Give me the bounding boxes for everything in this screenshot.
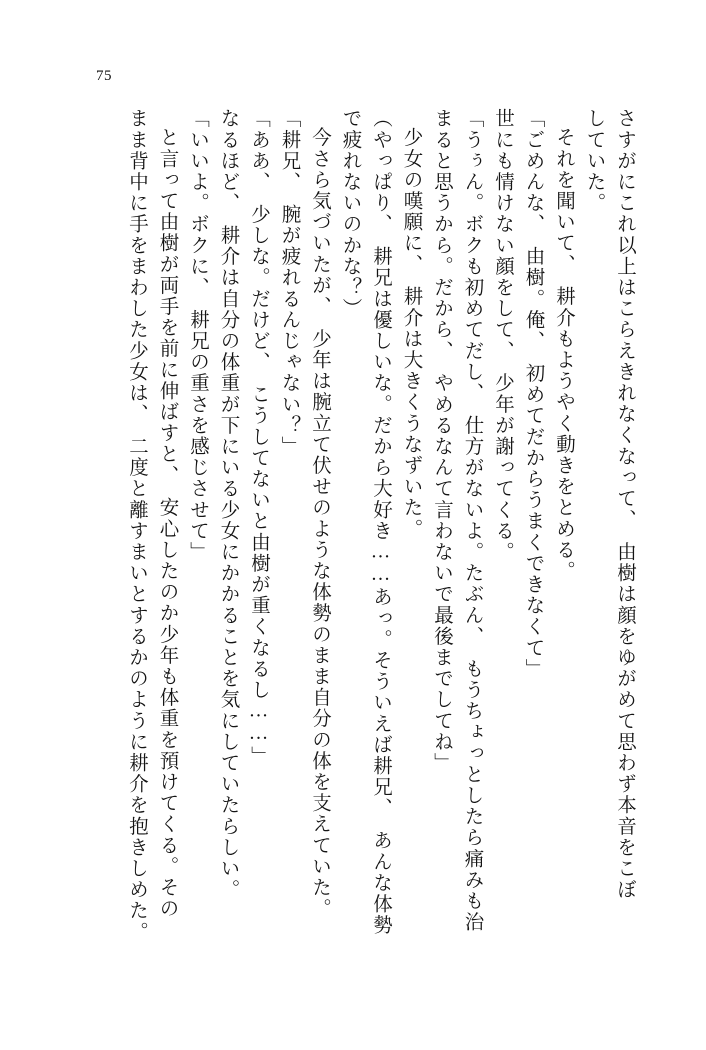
text-line: 少女の嘆願に、 耕介は大きくうなずいた。 (400, 127, 422, 540)
text-line: 今さら気づいたが、 少年は腕立て伏せのような体勢のまま自分の体を支えていた。 (309, 127, 330, 920)
text-line: 「いいよ。ボクに、 耕兄の重さを感じさせて」 (187, 108, 208, 563)
text-line: と言って由樹が両手を前に伸ばすと、 安心したのか少年も体重を預けてくる。その (156, 127, 178, 920)
text-line: それを聞いて、 耕介もようやく動きをとめる。 (553, 127, 574, 582)
text-line: まま背中に手をまわした少女は、 二度と離すまいとするかのように耕介を抱きしめた。 (126, 108, 147, 943)
text-line: なるほど、 耕介は自分の体重が下にいる少女にかかることを気にしていたらしい。 (217, 108, 239, 901)
text-line: さすがにこれ以上はこらえきれなくなって、 由樹は顔をゆがめて思わず本音をこぼ (614, 108, 635, 901)
text-line: していた。 (583, 108, 605, 214)
vertical-text-block (74, 108, 634, 988)
text-line: 「耕兄、 腕が疲れるんじゃない？」 (278, 108, 300, 457)
text-line: まると思うから。だから、 やめるなんて言わないで最後までしてね」 (431, 108, 452, 774)
text-line: で疲れないのかな？） (339, 108, 361, 319)
text-line: 「ああ、 少しな。だけど、 こうしてないと由樹が重くなるし……」 (248, 108, 269, 767)
text-line: （やっぱり、 耕兄は優しいな。だから大好き……あっ。そういえば耕兄、 あんな体勢 (370, 108, 391, 936)
page-number: 75 (96, 68, 112, 84)
text-line: 「ごめんな、 由樹。俺、 初めてだからうまくできなくて」 (522, 108, 544, 680)
text-line: 世にも情けない顔をして、 少年が謝ってくる。 (492, 108, 513, 563)
text-line: 「うぅん。ボクも初めてだし、 仕方がないよ。たぶん、 もうちょっとしたら痛みも治 (461, 108, 483, 933)
